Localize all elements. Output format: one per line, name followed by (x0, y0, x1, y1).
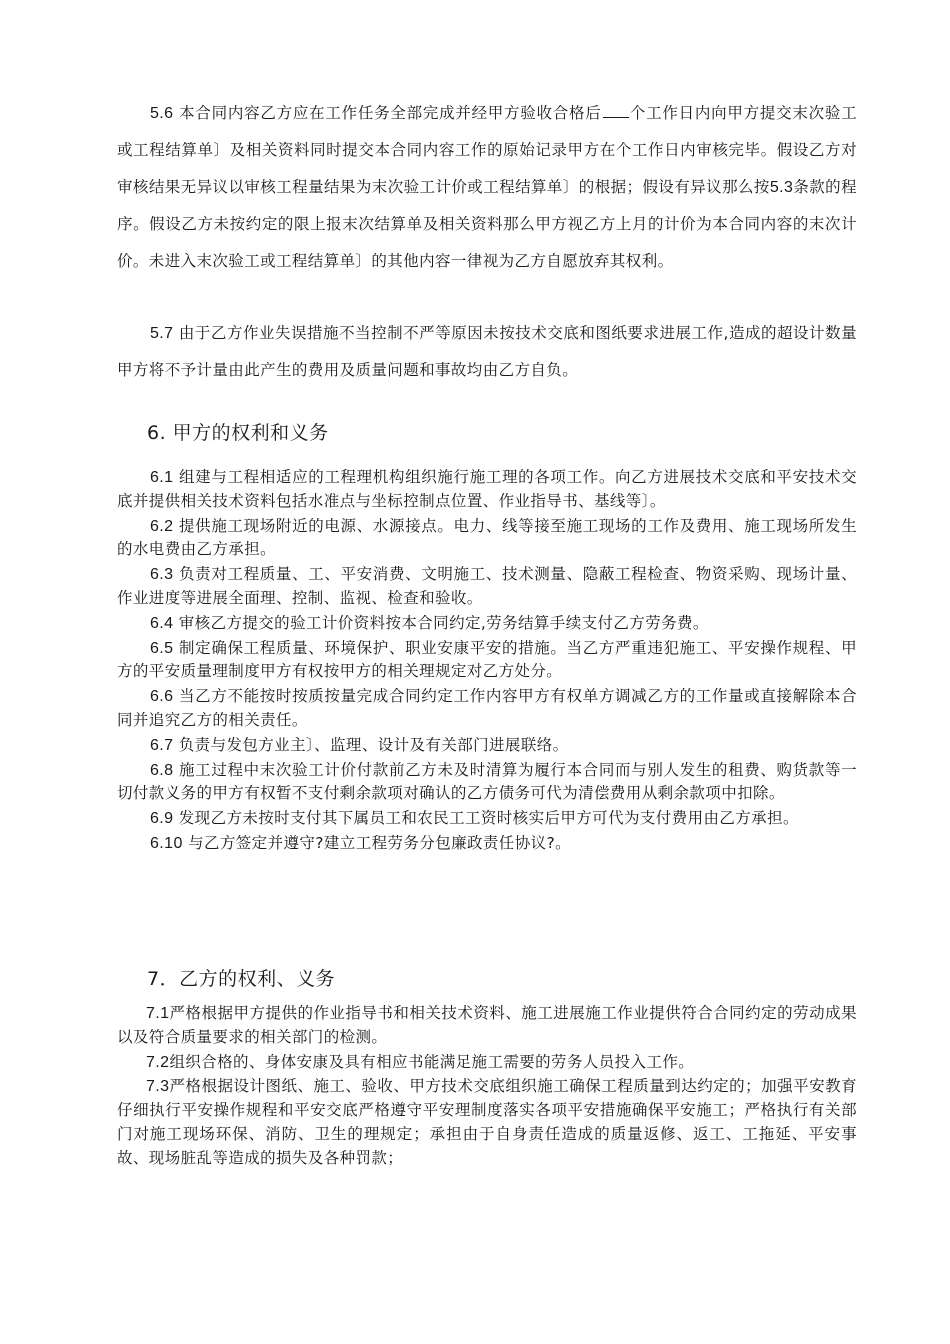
clause-number: 6.1 (150, 469, 174, 486)
clause-text-end: 条款的程序。假设乙方未按约定的限上报末次结算单及相关资料那么甲方视乙方上月的计价为本合同内容的末次计价。未进入末次验工或工程结算单〕的其他内容一律视为乙方自愿放弃其权利。 (117, 177, 857, 270)
section-6-heading: 6. 甲方的权利和义务 (147, 422, 329, 444)
clause-text: 由于乙方作业失误措施不当控制不严等原因未按技术交底和图纸要求进展工作,造成的超设计数量甲方将不予计量由此产生的费用及质量问题和事故均由乙方自负。 (117, 324, 857, 380)
clause-text: 本合同内容乙方应在工作任务全部完成并经甲方验收合格后 (173, 104, 602, 122)
clause-6-2 (117, 515, 857, 563)
clause-text: 制定确保工程质量、环境保护、职业安康平安的措施。当乙方严重违犯施工、平安操作规程、甲方的平安质量理制度甲方有权按甲方的相关理规定对乙方处分。 (117, 638, 857, 681)
clause-number: 7.3 (146, 1078, 170, 1096)
clause-number: 7.1 (146, 1005, 170, 1022)
clause-number: 5.7 (150, 325, 174, 342)
clause-number: 6.6 (150, 688, 174, 706)
clause-number: 6.3 (150, 566, 174, 584)
clause-number: 6.8 (150, 761, 174, 779)
clause-6-8 (117, 759, 857, 807)
clause-text: 当乙方不能按时按质按量完成合同约定工作内容甲方有权单方调减乙方的工作量或直接解除本合同并追究乙方的相关责任。 (117, 687, 857, 729)
clause-6-3 (117, 563, 857, 611)
section-7-body (0, 1002, 950, 1172)
clause-6-1 (117, 466, 857, 514)
clause-reference: 5.3 (769, 178, 794, 196)
clause-7-2 (117, 1051, 857, 1075)
clause-number: 6.10 (150, 834, 183, 852)
section-6-body (0, 466, 950, 857)
clause-text: 严格根据设计图纸、施工、验收、甲方技术交底组织施工确保工程质量到达约定的；加强平安教育仔细执行平安操作规程和平安交底严格遵守平安理制度落实各项平安措施确保平安施工；严格执行有关部门对施工现场环保、消防、卫生的理规定；承担由于自身责任造成的质量返修、返工、工拖延、平安事故、现场脏乱等造成的损失及各种罚款； (117, 1077, 857, 1167)
blank-underline (603, 102, 629, 118)
clause-number: 7.2 (146, 1053, 170, 1071)
clause-6-4 (117, 612, 857, 636)
clause-number: 6.7 (150, 736, 174, 754)
clause-text: 负责对工程质量、工、平安消费、文明施工、技术测量、隐蔽工程检查、物资采购、现场计量、作业进度等进展全面理、控制、监视、检查和验收。 (117, 565, 857, 607)
clause-text: 组建与工程相适应的工程理机构组织施行施工理的各项工作。向乙方进展技术交底和平安技术交底并提供相关技术资料包括水准点与坐标控制点位置、作业指导书、基线等〕。 (117, 468, 857, 510)
clause-text: 负责与发包方业主〕、监理、设计及有关部门进展联络。 (173, 735, 569, 754)
clause-number: 6.9 (150, 810, 174, 828)
clause-text: 施工过程中末次验工计价付款前乙方未及时清算为履行本合同而与别人发生的租费、购货款等一切付款义务的甲方有权暂不支付剩余款项对确认的乙方债务可代为清偿费用从剩余款项中扣除。 (117, 760, 857, 803)
clause-text: 组织合格的、身体安康及具有相应书能满足施工需要的劳务人员投入工作。 (169, 1052, 695, 1071)
clause-6-9 (117, 807, 857, 831)
clause-text-cont: 个工作日内向甲方提交末次验工或工程结算单〕及相关资料同时提交本合同内容工作的原始记录甲方在个工作日内审核完毕。假设乙方对审核结果无异议以审核工程量结果为末次验工计价或工程结算单〕的根据；假设有异议那么按 (117, 104, 857, 196)
section-7-heading: 7．乙方的权利、义务 (147, 968, 336, 990)
clause-6-6 (117, 685, 857, 733)
clause-number: 5.6 (150, 105, 174, 122)
clause-number: 6.5 (150, 639, 174, 657)
paragraph-5-7 (117, 315, 857, 389)
clause-text: 与乙方签定并遵守?建立工程劳务分包廉政责任协议?。 (182, 833, 572, 852)
clause-text: 提供施工现场附近的电源、水源接点。电力、线等接至施工现场的工作及费用、施工现场所发生的水电费由乙方承担。 (117, 516, 857, 559)
clause-text: 严格根据甲方提供的作业指导书和相关技术资料、施工进展施工作业提供符合合同约定的劳动成果以及符合质量要求的相关部门的检测。 (117, 1004, 857, 1046)
clause-7-3 (117, 1075, 857, 1170)
clause-number: 6.4 (150, 614, 174, 632)
clause-number: 6.2 (150, 517, 174, 535)
clause-text: 发现乙方未按时支付其下属员工和农民工工资时核实后甲方可代为支付费用由乙方承担。 (173, 809, 799, 828)
clause-6-10 (117, 832, 857, 856)
clause-text: 审核乙方提交的验工计价资料按本合同约定,劳务结算手续支付乙方劳务费。 (173, 613, 709, 632)
clause-6-5 (117, 637, 857, 685)
clause-7-1 (117, 1002, 857, 1050)
paragraph-5-6 (117, 95, 857, 279)
clause-6-7 (117, 734, 857, 758)
